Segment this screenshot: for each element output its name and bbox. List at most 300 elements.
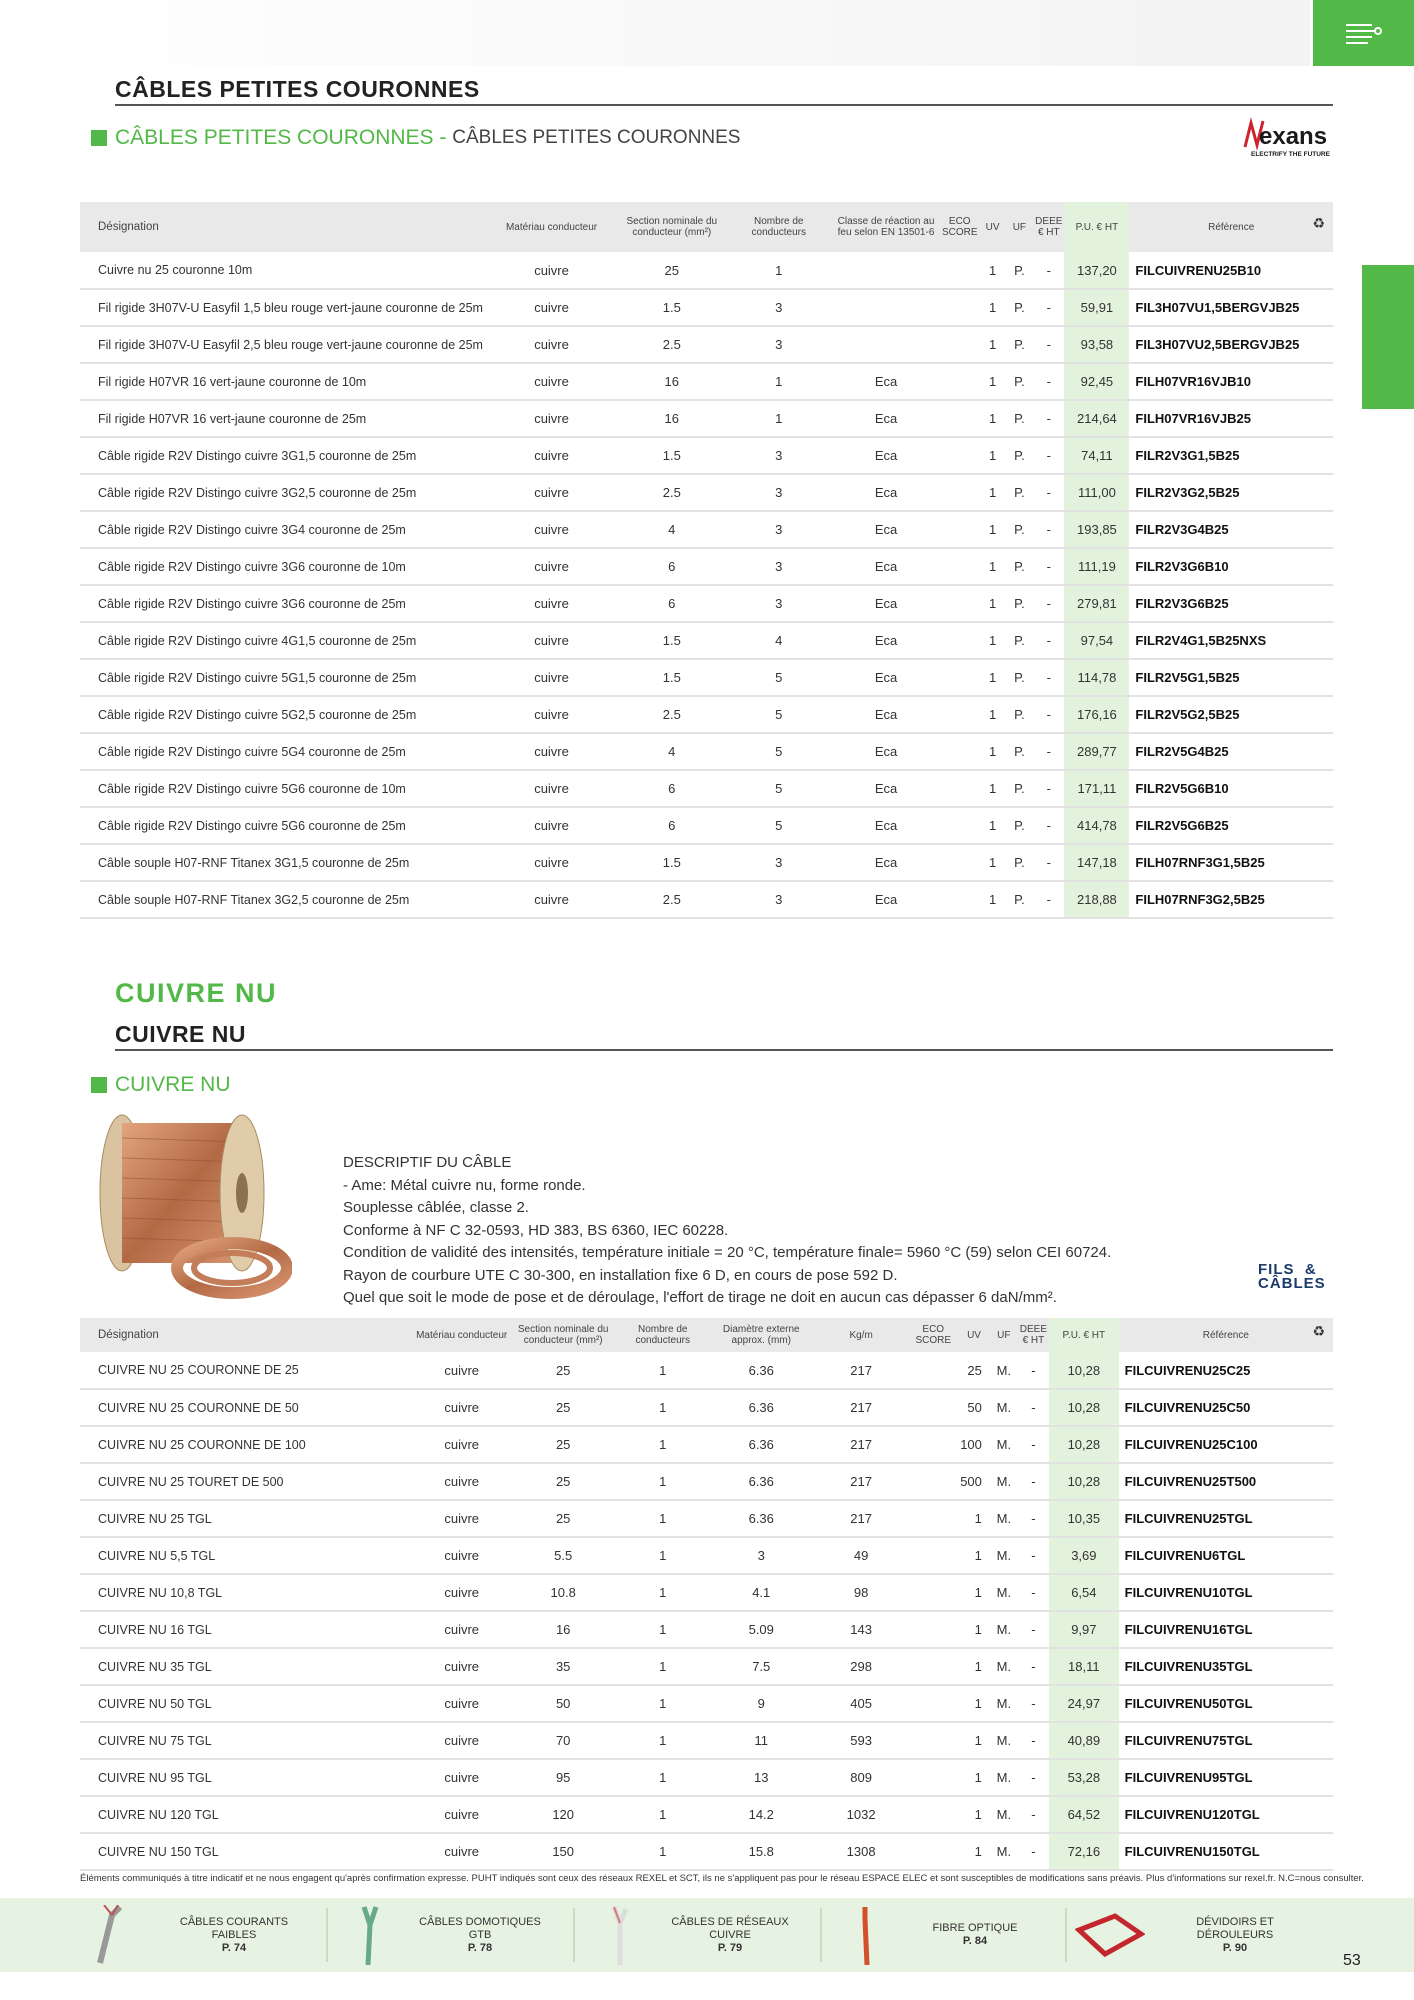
- col-designation: Désignation: [80, 202, 485, 252]
- cell-price: 193,85: [1064, 511, 1129, 548]
- col-classe: Classe de réaction au feu selon EN 13501-6: [832, 202, 940, 252]
- cell-uv: 1: [980, 474, 1006, 511]
- cell-designation: Câble rigide R2V Distingo cuivre 3G6 couronne de 10m: [80, 548, 485, 585]
- cell-classe: [832, 289, 940, 326]
- cell-uf: M.: [990, 1833, 1018, 1870]
- cell-uv: 50: [958, 1389, 990, 1426]
- footer-label: DÉVIDOIRS ET DÉROULEURS: [1196, 1915, 1274, 1941]
- cell-deee: -: [1033, 511, 1064, 548]
- cell-uv: 1: [958, 1537, 990, 1574]
- table-row[interactable]: [80, 770, 1333, 807]
- footer-divider: [573, 1908, 575, 1962]
- cell-materiau: cuivre: [485, 548, 618, 585]
- cell-designation: Câble rigide R2V Distingo cuivre 5G2,5 couronne de 25m: [80, 696, 485, 733]
- table-row[interactable]: [80, 1463, 1333, 1500]
- table-row[interactable]: [80, 1426, 1333, 1463]
- footer-link-devidoirs[interactable]: [1075, 1898, 1305, 1972]
- cell-designation: Câble rigide R2V Distingo cuivre 3G2,5 couronne de 25m: [80, 474, 485, 511]
- cell-kgm: 217: [814, 1389, 908, 1426]
- subsection-dark: CÂBLES PETITES COURONNES: [452, 127, 741, 148]
- cell-reference: FIL3H07VU2,5BERGVJB25: [1129, 326, 1333, 363]
- table-row[interactable]: [80, 437, 1333, 474]
- section-title: CÂBLES PETITES COURONNES: [115, 76, 480, 102]
- table-row[interactable]: [80, 1611, 1333, 1648]
- cell-uf: P.: [1006, 437, 1034, 474]
- cell-section: 25: [509, 1352, 616, 1389]
- cell-materiau: cuivre: [414, 1537, 510, 1574]
- cell-deee: -: [1033, 770, 1064, 807]
- table-row[interactable]: [80, 696, 1333, 733]
- subsection-heading: [91, 126, 740, 150]
- cell-deee: -: [1018, 1759, 1049, 1796]
- col-nombre: Nombre de conducteurs: [617, 1318, 709, 1352]
- cell-price: 6,54: [1049, 1574, 1119, 1611]
- cell-diametre: 5.09: [709, 1611, 814, 1648]
- table-row[interactable]: [80, 252, 1333, 289]
- cell-eco: [940, 733, 980, 770]
- cell-designation: CUIVRE NU 25 COURONNE DE 25: [80, 1352, 414, 1389]
- table-row[interactable]: [80, 326, 1333, 363]
- cell-materiau: cuivre: [485, 622, 618, 659]
- cell-deee: -: [1018, 1500, 1049, 1537]
- cell-uv: 1: [980, 733, 1006, 770]
- cell-price: 24,97: [1049, 1685, 1119, 1722]
- cell-materiau: cuivre: [485, 400, 618, 437]
- desc-line: Condition de validité des intensités, température initiale = 20 °C, température finale= 5960 °C (59) selon CEI 60724.: [343, 1244, 1112, 1261]
- cell-deee: -: [1018, 1537, 1049, 1574]
- cell-uf: P.: [1006, 696, 1034, 733]
- cell-uf: P.: [1006, 400, 1034, 437]
- subsection-separator: -: [433, 126, 453, 149]
- fils-cables-logo: [1258, 1263, 1326, 1291]
- col-ref-label: Référence: [1208, 221, 1255, 233]
- cell-materiau: cuivre: [485, 770, 618, 807]
- cell-reference: FILR2V5G2,5B25: [1129, 696, 1333, 733]
- col-eco: ECO SCORE: [908, 1318, 958, 1352]
- table-header-row: [80, 1318, 1333, 1352]
- cell-designation: CUIVRE NU 25 COURONNE DE 100: [80, 1426, 414, 1463]
- cell-section: 25: [509, 1500, 616, 1537]
- cell-deee: -: [1018, 1426, 1049, 1463]
- cell-uv: 1: [980, 511, 1006, 548]
- cell-nombre: 3: [725, 289, 832, 326]
- cell-kgm: 298: [814, 1648, 908, 1685]
- cell-classe: Eca: [832, 622, 940, 659]
- table-row[interactable]: [80, 511, 1333, 548]
- cell-uv: 1: [980, 659, 1006, 696]
- cell-nombre: 1: [617, 1833, 709, 1870]
- cell-reference: FILR2V5G1,5B25: [1129, 659, 1333, 696]
- cell-deee: -: [1033, 585, 1064, 622]
- table-row[interactable]: [80, 1389, 1333, 1426]
- cell-classe: [832, 326, 940, 363]
- desc-line: Souplesse câblée, classe 2.: [343, 1199, 529, 1216]
- cell-diametre: 6.36: [709, 1500, 814, 1537]
- cell-classe: Eca: [832, 511, 940, 548]
- cell-price: 214,64: [1064, 400, 1129, 437]
- table-row[interactable]: [80, 1685, 1333, 1722]
- cell-nombre: 1: [617, 1796, 709, 1833]
- table-row[interactable]: [80, 289, 1333, 326]
- cell-designation: Cuivre nu 25 couronne 10m: [80, 252, 485, 289]
- table-row[interactable]: [80, 733, 1333, 770]
- cell-reference: FILCUIVRENU120TGL: [1119, 1796, 1333, 1833]
- cell-deee: -: [1033, 437, 1064, 474]
- cell-materiau: cuivre: [485, 289, 618, 326]
- cell-section: 70: [509, 1722, 616, 1759]
- cell-nombre: 3: [725, 437, 832, 474]
- cell-reference: FILCUIVRENU35TGL: [1119, 1648, 1333, 1685]
- table-row[interactable]: [80, 1833, 1333, 1870]
- cell-section: 1.5: [618, 437, 725, 474]
- col-section: Section nominale du conducteur (mm²): [509, 1318, 616, 1352]
- desc-line: Quel que soit le mode de pose et de déroulage, l'effort de tirage ne doit en aucun cas dépasser 6 daN/mm².: [343, 1289, 1057, 1306]
- cell-reference: FILR2V3G1,5B25: [1129, 437, 1333, 474]
- col-pu: P.U. € HT: [1064, 202, 1129, 252]
- cable-thumb-icon: [600, 1905, 640, 1965]
- cell-diametre: 9: [709, 1685, 814, 1722]
- cell-classe: Eca: [832, 770, 940, 807]
- cell-uv: 1: [958, 1833, 990, 1870]
- cell-designation: Câble rigide R2V Distingo cuivre 3G1,5 couronne de 25m: [80, 437, 485, 474]
- footer-link-domotiques[interactable]: [350, 1898, 550, 1972]
- cell-price: 59,91: [1064, 289, 1129, 326]
- cell-reference: FILCUIVRENU95TGL: [1119, 1759, 1333, 1796]
- cell-uf: P.: [1006, 733, 1034, 770]
- cell-designation: CUIVRE NU 75 TGL: [80, 1722, 414, 1759]
- cell-nombre: 5: [725, 733, 832, 770]
- cell-price: 64,52: [1049, 1796, 1119, 1833]
- cell-designation: Câble souple H07-RNF Titanex 3G2,5 couronne de 25m: [80, 881, 485, 918]
- cell-designation: CUIVRE NU 16 TGL: [80, 1611, 414, 1648]
- page-number: 53: [1343, 1952, 1361, 1969]
- cell-materiau: cuivre: [414, 1759, 510, 1796]
- cell-uv: 100: [958, 1426, 990, 1463]
- table-row[interactable]: [80, 1796, 1333, 1833]
- table-row[interactable]: [80, 1722, 1333, 1759]
- cell-materiau: cuivre: [485, 511, 618, 548]
- cell-price: 10,28: [1049, 1389, 1119, 1426]
- cell-uf: P.: [1006, 548, 1034, 585]
- col-ref-label: Référence: [1202, 1329, 1249, 1341]
- footer-link-reseaux-cuivre[interactable]: [600, 1898, 800, 1972]
- cell-materiau: cuivre: [485, 474, 618, 511]
- table-row[interactable]: [80, 400, 1333, 437]
- cell-reference: FILCUIVRENU25C25: [1119, 1352, 1333, 1389]
- cell-designation: Fil rigide 3H07V-U Easyfil 2,5 bleu rouge vert-jaune couronne de 25m: [80, 326, 485, 363]
- cell-nombre: 5: [725, 696, 832, 733]
- cell-price: 111,00: [1064, 474, 1129, 511]
- fiber-thumb-icon: [845, 1905, 885, 1965]
- table-row[interactable]: [80, 881, 1333, 918]
- cell-reference: FILR2V3G4B25: [1129, 511, 1333, 548]
- col-section: Section nominale du conducteur (mm²): [618, 202, 725, 252]
- cell-section: 6: [618, 807, 725, 844]
- cell-classe: Eca: [832, 807, 940, 844]
- cell-section: 25: [618, 252, 725, 289]
- chapter-tab[interactable]: [1362, 265, 1414, 409]
- cell-deee: -: [1033, 659, 1064, 696]
- cell-classe: Eca: [832, 659, 940, 696]
- section-divider: [115, 104, 1333, 106]
- cell-uv: 1: [980, 770, 1006, 807]
- cell-uv: 1: [958, 1796, 990, 1833]
- cell-deee: -: [1018, 1685, 1049, 1722]
- cell-nombre: 3: [725, 326, 832, 363]
- cell-kgm: 217: [814, 1463, 908, 1500]
- cell-deee: -: [1018, 1648, 1049, 1685]
- cell-uf: M.: [990, 1426, 1018, 1463]
- cell-classe: Eca: [832, 733, 940, 770]
- cell-section: 16: [509, 1611, 616, 1648]
- brand-tagline: ELECTRIFY THE FUTURE: [1251, 151, 1330, 158]
- cell-price: 176,16: [1064, 696, 1129, 733]
- cell-designation: CUIVRE NU 25 TGL: [80, 1500, 414, 1537]
- cell-price: 10,28: [1049, 1426, 1119, 1463]
- cell-price: 40,89: [1049, 1722, 1119, 1759]
- cell-deee: -: [1033, 289, 1064, 326]
- table-row[interactable]: [80, 585, 1333, 622]
- recycle-icon: ♻: [1312, 215, 1325, 231]
- cell-materiau: cuivre: [414, 1426, 510, 1463]
- cell-kgm: 217: [814, 1352, 908, 1389]
- cell-classe: Eca: [832, 400, 940, 437]
- col-pu: P.U. € HT: [1049, 1318, 1119, 1352]
- table-row[interactable]: [80, 474, 1333, 511]
- cell-eco: [940, 659, 980, 696]
- cell-uf: M.: [990, 1500, 1018, 1537]
- cell-nombre: 1: [617, 1648, 709, 1685]
- cell-uv: 1: [980, 252, 1006, 289]
- footer-page: P. 78: [467, 1941, 493, 1954]
- cell-designation: Câble rigide R2V Distingo cuivre 3G6 couronne de 25m: [80, 585, 485, 622]
- table-row[interactable]: [80, 659, 1333, 696]
- cell-uf: M.: [990, 1759, 1018, 1796]
- cell-kgm: 1032: [814, 1796, 908, 1833]
- cell-materiau: cuivre: [414, 1352, 510, 1389]
- table-header-row: [80, 202, 1333, 252]
- cell-uv: 1: [980, 881, 1006, 918]
- cell-section: 1.5: [618, 844, 725, 881]
- cell-designation: CUIVRE NU 95 TGL: [80, 1759, 414, 1796]
- cell-uv: 1: [980, 548, 1006, 585]
- cell-reference: FILCUIVRENU75TGL: [1119, 1722, 1333, 1759]
- cell-section: 2.5: [618, 696, 725, 733]
- col-diametre: Diamètre externe approx. (mm): [709, 1318, 814, 1352]
- cell-kgm: 49: [814, 1537, 908, 1574]
- table-row[interactable]: [80, 844, 1333, 881]
- cell-price: 147,18: [1064, 844, 1129, 881]
- bullet-square: [91, 130, 107, 146]
- cell-uv: 1: [980, 400, 1006, 437]
- subsection-heading-2: [91, 1073, 231, 1097]
- cell-section: 1.5: [618, 659, 725, 696]
- cell-uf: P.: [1006, 252, 1034, 289]
- cell-uf: P.: [1006, 474, 1034, 511]
- cell-nombre: 1: [617, 1611, 709, 1648]
- cell-deee: -: [1018, 1389, 1049, 1426]
- cell-eco: [908, 1426, 958, 1463]
- cell-deee: -: [1033, 881, 1064, 918]
- cell-classe: Eca: [832, 437, 940, 474]
- table-row[interactable]: [80, 1574, 1333, 1611]
- section-title-2: CUIVRE NU: [115, 1021, 247, 1047]
- desc-line: - Ame: Métal cuivre nu, forme ronde.: [343, 1176, 586, 1194]
- cell-classe: Eca: [832, 363, 940, 400]
- cell-uf: M.: [990, 1463, 1018, 1500]
- cell-designation: CUIVRE NU 35 TGL: [80, 1648, 414, 1685]
- table-row[interactable]: [80, 1759, 1333, 1796]
- brand-name: exans: [1259, 123, 1328, 150]
- table-row[interactable]: [80, 1537, 1333, 1574]
- cell-deee: -: [1018, 1833, 1049, 1870]
- cell-diametre: 6.36: [709, 1463, 814, 1500]
- cell-section: 50: [509, 1685, 616, 1722]
- cell-materiau: cuivre: [485, 807, 618, 844]
- cell-designation: CUIVRE NU 10,8 TGL: [80, 1574, 414, 1611]
- table-row[interactable]: [80, 807, 1333, 844]
- cell-eco: [908, 1574, 958, 1611]
- cell-deee: -: [1033, 400, 1064, 437]
- cable-thumb-icon: [90, 1905, 130, 1965]
- cell-materiau: cuivre: [485, 844, 618, 881]
- cell-diametre: 13: [709, 1759, 814, 1796]
- cell-eco: [940, 770, 980, 807]
- cell-nombre: 5: [725, 659, 832, 696]
- cell-uf: P.: [1006, 807, 1034, 844]
- cell-uf: P.: [1006, 363, 1034, 400]
- cell-eco: [940, 881, 980, 918]
- cell-section: 1.5: [618, 289, 725, 326]
- desc-line: Conforme à NF C 32-0593, HD 383, BS 6360, IEC 60228.: [343, 1221, 729, 1239]
- cell-eco: [940, 548, 980, 585]
- footer-link-courants-faibles[interactable]: [90, 1898, 304, 1972]
- cell-price: 18,11: [1049, 1648, 1119, 1685]
- cell-eco: [940, 326, 980, 363]
- cell-materiau: cuivre: [414, 1389, 510, 1426]
- cell-deee: -: [1033, 326, 1064, 363]
- cell-section: 35: [509, 1648, 616, 1685]
- col-eco: ECO SCORE: [940, 202, 980, 252]
- footer-page: P. 79: [717, 1941, 743, 1954]
- cell-uv: 1: [980, 696, 1006, 733]
- cell-section: 2.5: [618, 326, 725, 363]
- cell-eco: [940, 437, 980, 474]
- cell-section: 4: [618, 511, 725, 548]
- cell-reference: FILH07VR16VJB25: [1129, 400, 1333, 437]
- cell-eco: [940, 400, 980, 437]
- cell-reference: FILR2V5G6B10: [1129, 770, 1333, 807]
- cell-materiau: cuivre: [485, 659, 618, 696]
- recycle-icon: ♻: [1312, 1323, 1325, 1339]
- cell-section: 120: [509, 1796, 616, 1833]
- cell-eco: [940, 622, 980, 659]
- bullet-square: [91, 1077, 107, 1093]
- cell-materiau: cuivre: [485, 585, 618, 622]
- table-row[interactable]: [80, 1352, 1333, 1389]
- cell-designation: Câble rigide R2V Distingo cuivre 4G1,5 couronne de 25m: [80, 622, 485, 659]
- cell-eco: [940, 289, 980, 326]
- cell-nombre: 1: [725, 252, 832, 289]
- cell-diametre: 11: [709, 1722, 814, 1759]
- cell-uf: M.: [990, 1685, 1018, 1722]
- desc-line: Rayon de courbure UTE C 30-300, en installation fixe 6 D, en cours de pose 592 D.: [343, 1266, 898, 1284]
- cell-uf: M.: [990, 1648, 1018, 1685]
- cell-price: 111,19: [1064, 548, 1129, 585]
- cell-uv: 1: [980, 807, 1006, 844]
- cell-section: 95: [509, 1759, 616, 1796]
- cell-deee: -: [1018, 1574, 1049, 1611]
- cell-designation: Câble rigide R2V Distingo cuivre 5G6 couronne de 10m: [80, 770, 485, 807]
- cell-uv: 1: [980, 437, 1006, 474]
- cell-section: 150: [509, 1833, 616, 1870]
- cell-section: 25: [509, 1463, 616, 1500]
- cell-nombre: 1: [725, 363, 832, 400]
- cell-designation: Fil rigide H07VR 16 vert-jaune couronne de 10m: [80, 363, 485, 400]
- cell-eco: [908, 1500, 958, 1537]
- cell-kgm: 809: [814, 1759, 908, 1796]
- footer-label: CÂBLES COURANTS FAIBLES: [179, 1915, 289, 1941]
- table-row[interactable]: [80, 622, 1333, 659]
- cable-description: [343, 1152, 1111, 1310]
- cell-materiau: cuivre: [414, 1574, 510, 1611]
- table-row[interactable]: [80, 548, 1333, 585]
- col-kgm: Kg/m: [814, 1318, 908, 1352]
- cell-reference: FILH07RNF3G1,5B25: [1129, 844, 1333, 881]
- cell-uv: 1: [958, 1500, 990, 1537]
- table-row[interactable]: [80, 363, 1333, 400]
- table-row[interactable]: [80, 1648, 1333, 1685]
- cell-classe: Eca: [832, 548, 940, 585]
- cell-eco: [908, 1611, 958, 1648]
- cell-nombre: 1: [617, 1759, 709, 1796]
- col-designation: Désignation: [80, 1318, 414, 1352]
- cell-designation: CUIVRE NU 25 COURONNE DE 50: [80, 1389, 414, 1426]
- cell-deee: -: [1033, 622, 1064, 659]
- cell-designation: Câble rigide R2V Distingo cuivre 5G4 couronne de 25m: [80, 733, 485, 770]
- cell-reference: FILCUIVRENU150TGL: [1119, 1833, 1333, 1870]
- cell-uf: P.: [1006, 585, 1034, 622]
- cell-section: 2.5: [618, 474, 725, 511]
- menu-tab[interactable]: [1313, 0, 1414, 66]
- col-uv: UV: [958, 1318, 990, 1352]
- footer-nav: [0, 1898, 1414, 1972]
- cell-designation: Câble rigide R2V Distingo cuivre 5G1,5 couronne de 25m: [80, 659, 485, 696]
- cell-reference: FILH07VR16VJB10: [1129, 363, 1333, 400]
- cell-materiau: cuivre: [414, 1685, 510, 1722]
- cell-reference: FILCUIVRENU25TGL: [1119, 1500, 1333, 1537]
- cell-deee: -: [1033, 844, 1064, 881]
- cell-eco: [940, 474, 980, 511]
- col-deee: DEEE € HT: [1018, 1318, 1049, 1352]
- cell-deee: -: [1018, 1352, 1049, 1389]
- cell-uv: 1: [980, 289, 1006, 326]
- cell-price: 289,77: [1064, 733, 1129, 770]
- table-row[interactable]: [80, 1500, 1333, 1537]
- cell-reference: FILH07RNF3G2,5B25: [1129, 881, 1333, 918]
- cell-materiau: cuivre: [485, 733, 618, 770]
- footer-divider: [1065, 1908, 1067, 1962]
- cell-classe: [832, 252, 940, 289]
- cell-designation: CUIVRE NU 25 TOURET DE 500: [80, 1463, 414, 1500]
- footer-link-fibre-optique[interactable]: [845, 1898, 1045, 1972]
- cell-diametre: 15.8: [709, 1833, 814, 1870]
- cell-kgm: 217: [814, 1426, 908, 1463]
- cell-materiau: cuivre: [485, 326, 618, 363]
- cell-materiau: cuivre: [414, 1833, 510, 1870]
- cell-materiau: cuivre: [414, 1500, 510, 1537]
- nexans-logo: [1235, 115, 1335, 163]
